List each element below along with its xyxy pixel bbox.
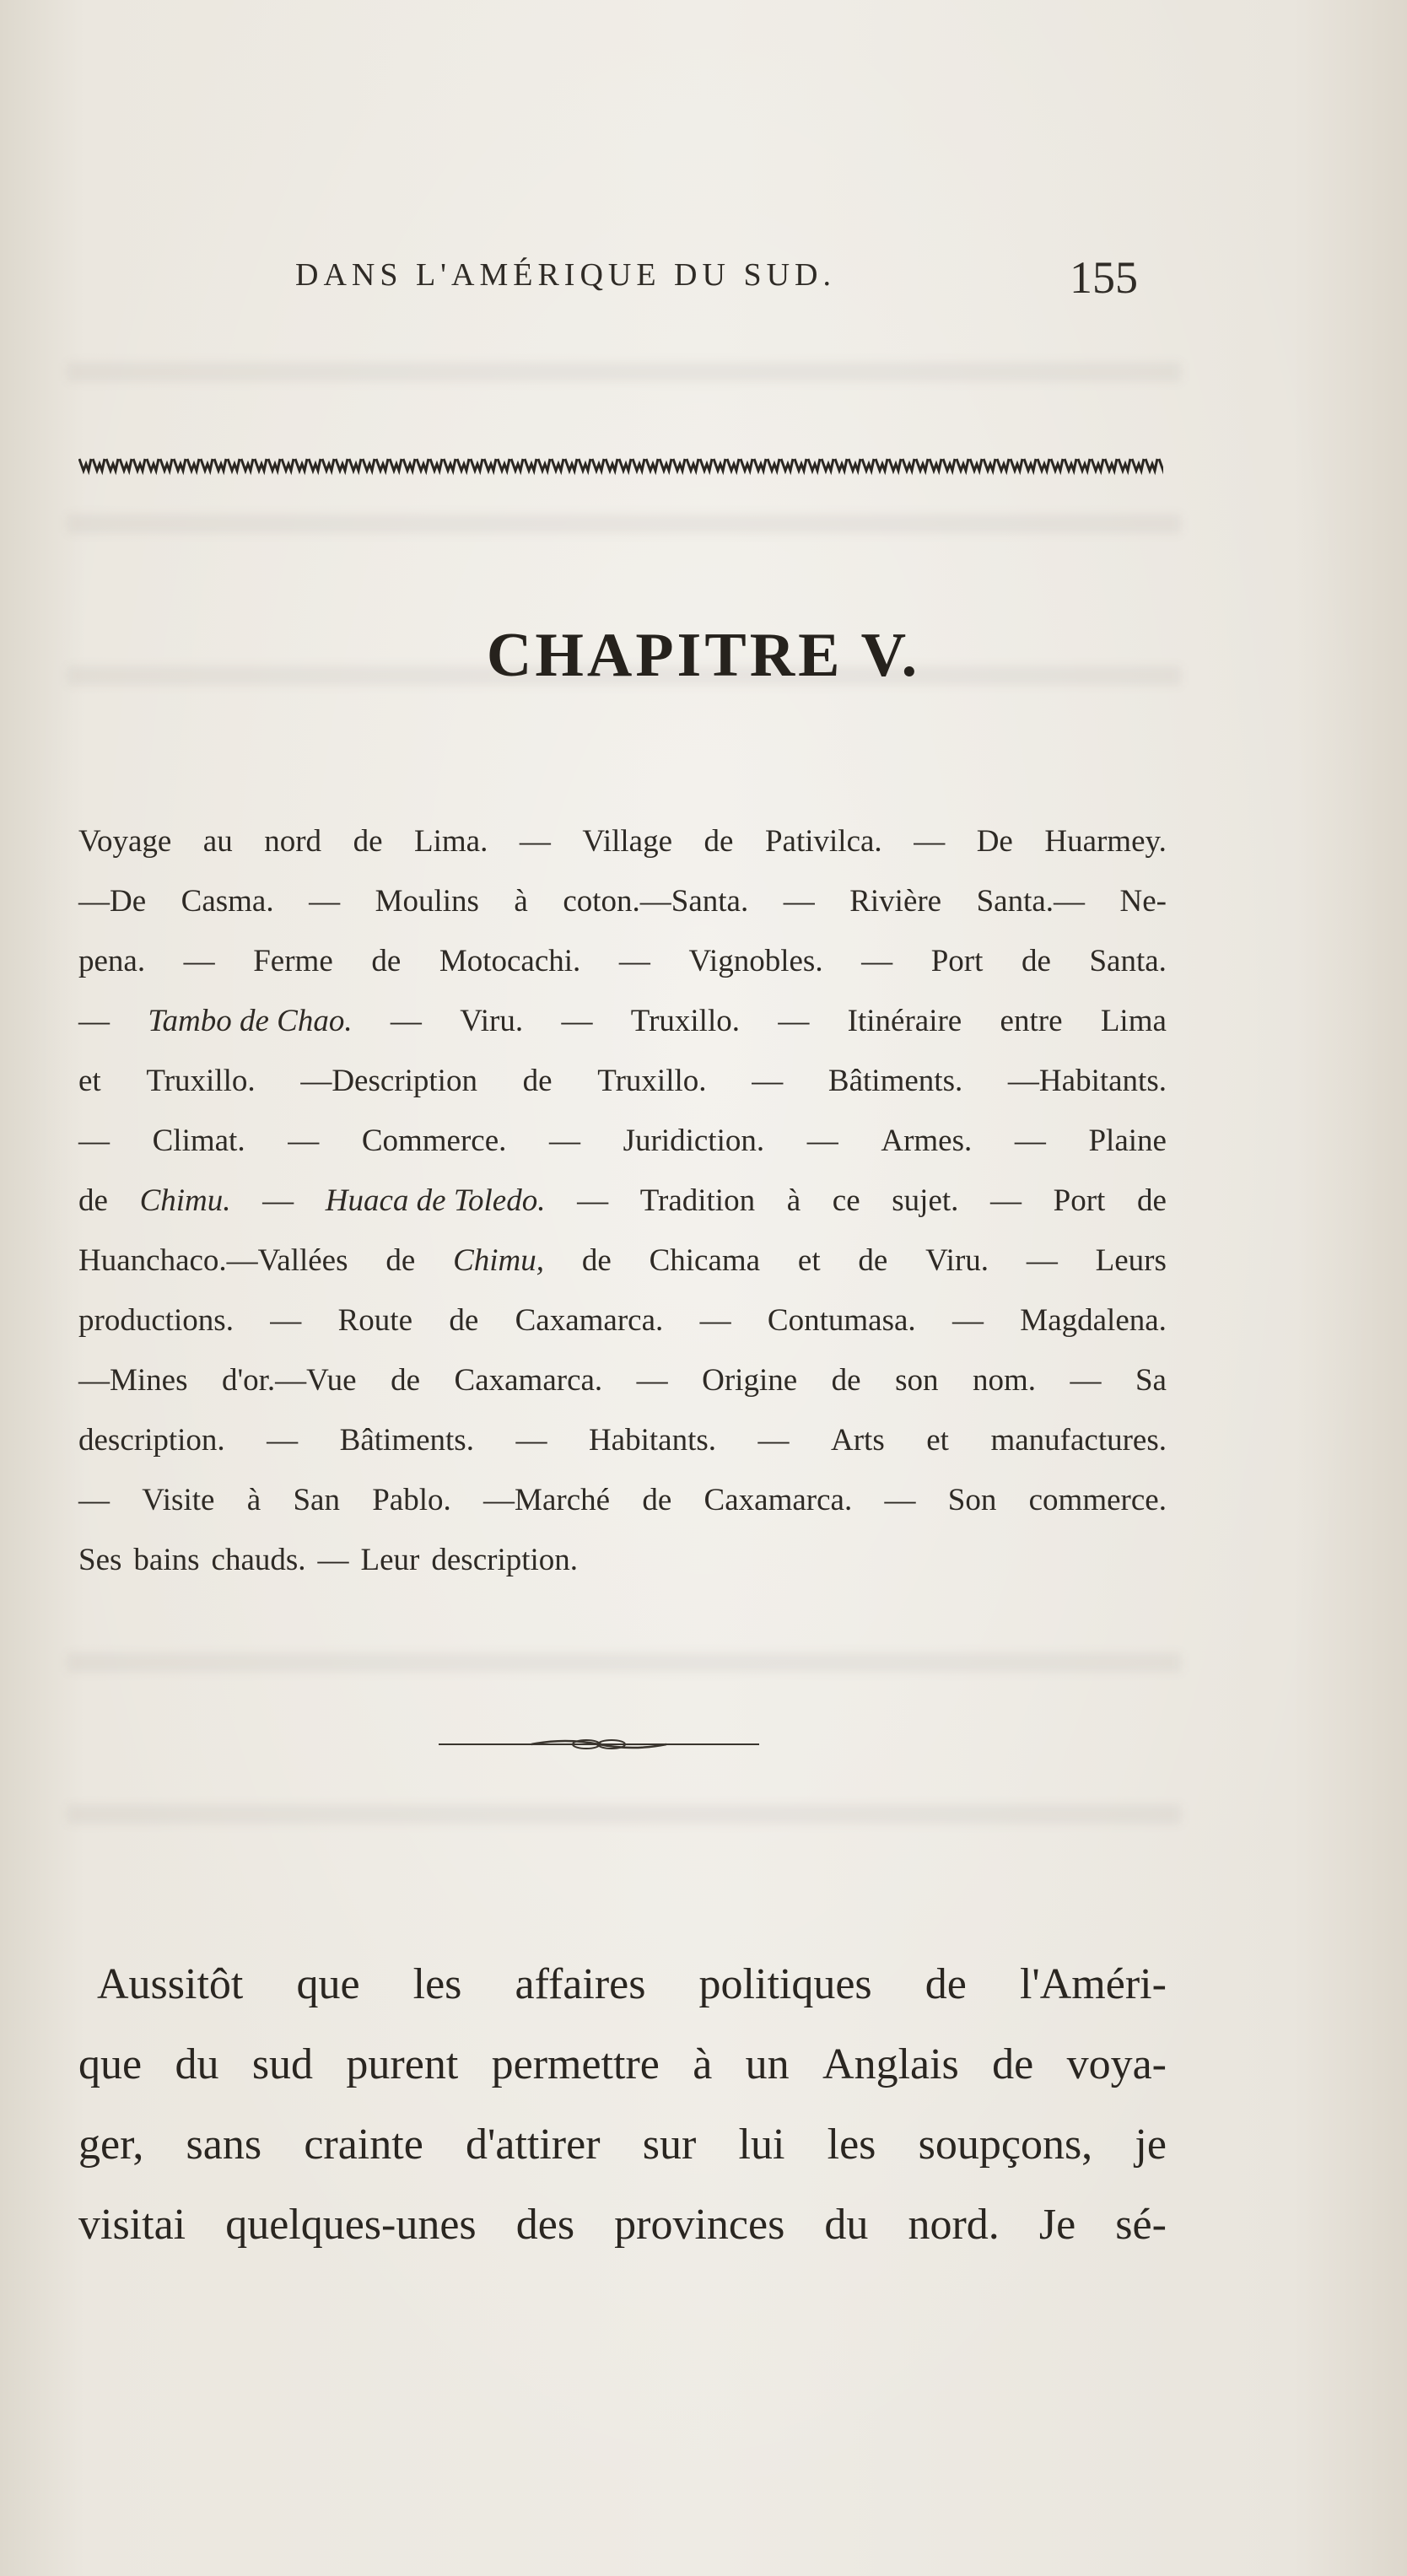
body-word: d'attirer <box>466 2121 601 2169</box>
summary-word: Casma. <box>181 884 274 919</box>
summary-word: bains <box>133 1543 200 1577</box>
summary-word: son <box>895 1363 939 1398</box>
summary-word: de <box>1021 944 1051 978</box>
summary-word: de <box>522 1064 553 1098</box>
summary-word: à <box>246 1483 261 1517</box>
summary-word: de <box>371 944 402 978</box>
body-word: Anglais <box>822 2040 959 2088</box>
summary-word: —Habitants. <box>1007 1064 1167 1098</box>
summary-word: Magdalena. <box>1020 1303 1167 1338</box>
show-through-shadow <box>67 1653 1181 1672</box>
body-word: des <box>515 2201 575 2249</box>
summary-word: Juridiction. <box>623 1124 765 1158</box>
summary-word: commerce. <box>1028 1483 1167 1517</box>
summary-word: Visite <box>142 1483 215 1517</box>
summary-word: Motocachi. <box>439 944 581 978</box>
show-through-shadow <box>67 515 1181 533</box>
body-word: voya- <box>1066 2040 1167 2088</box>
summary-word: de <box>353 824 383 859</box>
summary-line <box>78 1111 1167 1171</box>
body-word: sans <box>186 2121 262 2169</box>
summary-word: —Mines <box>78 1363 188 1398</box>
summary-word: Itinéraire <box>847 1004 962 1038</box>
body-line <box>78 2024 1167 2104</box>
summary-word: San <box>293 1483 340 1517</box>
summary-word: Huarmey. <box>1044 824 1167 859</box>
summary-word: Ses <box>78 1543 122 1577</box>
show-through-shadow <box>67 363 1181 381</box>
summary-word: — <box>270 1303 302 1338</box>
summary-word: Caxamarca. <box>515 1303 664 1338</box>
body-word: permettre <box>491 2040 660 2088</box>
summary-word: sujet. <box>892 1183 959 1218</box>
summary-word: Origine <box>702 1363 798 1398</box>
summary-word: — <box>1014 1124 1046 1158</box>
summary-word: Armes. <box>881 1124 973 1158</box>
running-title: DANS L'AMÉRIQUE DU SUD. <box>295 257 836 293</box>
body-word: quelques-unes <box>225 2201 477 2249</box>
summary-word: Huanchaco.—Vallées <box>78 1243 348 1278</box>
summary-word: Truxillo. <box>146 1064 256 1098</box>
summary-word: Truxillo. <box>630 1004 740 1038</box>
summary-word: description. <box>78 1423 225 1458</box>
summary-word: — <box>577 1183 609 1218</box>
summary-word: Caxamarca. <box>704 1483 853 1517</box>
summary-word: Plaine <box>1088 1124 1167 1158</box>
summary-word: Contumasa. <box>767 1303 916 1338</box>
summary-word: Leurs <box>1095 1243 1167 1278</box>
running-head <box>0 251 1407 302</box>
body-word: politiques <box>698 1960 872 2008</box>
body-word: lui <box>738 2121 785 2169</box>
ornament-rule <box>78 452 1163 476</box>
body-line <box>78 1944 1167 2024</box>
summary-word: de <box>831 1363 861 1398</box>
summary-line <box>78 991 1167 1051</box>
summary-word: Viru. <box>460 1004 524 1038</box>
body-word: affaires <box>515 1960 646 2008</box>
summary-word: Lima <box>1100 1004 1167 1038</box>
summary-word: — <box>752 1064 784 1098</box>
summary-word: — <box>549 1124 580 1158</box>
summary-word: et <box>797 1243 821 1278</box>
body-word: je <box>1135 2121 1167 2169</box>
summary-line <box>78 1231 1167 1291</box>
body-word: du <box>175 2040 219 2088</box>
summary-word: — <box>309 884 341 919</box>
body-word: l'Améri- <box>1019 1960 1167 2008</box>
summary-word: de <box>78 1183 108 1218</box>
summary-word: —De <box>78 884 147 919</box>
chapter-summary <box>78 811 1167 1590</box>
summary-word: — <box>561 1004 593 1038</box>
show-through-shadow <box>67 1805 1181 1824</box>
summary-word: au <box>202 824 233 859</box>
body-line <box>78 2104 1167 2185</box>
summary-line <box>78 1171 1167 1231</box>
summary-word: Pativilca. <box>764 824 882 859</box>
summary-line <box>78 1530 1167 1590</box>
summary-word: Huaca de Toledo. <box>325 1183 546 1218</box>
summary-word: — <box>317 1543 349 1577</box>
summary-word: Santa. <box>1089 944 1167 978</box>
body-word: purent <box>346 2040 459 2088</box>
summary-word: ce <box>832 1183 860 1218</box>
body-word: que <box>296 1960 360 2008</box>
summary-word: — <box>1026 1243 1058 1278</box>
summary-word: de <box>1136 1183 1167 1218</box>
summary-word: de <box>449 1303 479 1338</box>
summary-word: de <box>391 1363 421 1398</box>
summary-word: Ferme <box>253 944 333 978</box>
summary-word: Leur <box>360 1543 420 1577</box>
summary-line <box>78 811 1167 871</box>
summary-word: Ne- <box>1119 884 1167 919</box>
summary-word: chauds. <box>211 1543 306 1577</box>
summary-word: — <box>757 1423 790 1458</box>
body-word: visitai <box>78 2201 186 2249</box>
summary-word: — <box>618 944 650 978</box>
summary-word: Viru. <box>925 1243 989 1278</box>
summary-word: manufactures. <box>990 1423 1167 1458</box>
summary-word: — <box>951 1303 984 1338</box>
body-word: les <box>412 1960 462 2008</box>
summary-word: Port <box>930 944 984 978</box>
body-word: sur <box>642 2121 697 2169</box>
summary-word: — <box>990 1183 1022 1218</box>
body-word: de <box>925 1960 967 2008</box>
summary-word: — <box>783 884 815 919</box>
summary-word: — <box>806 1124 838 1158</box>
body-word: Je <box>1038 2201 1076 2249</box>
summary-word: nord <box>264 824 322 859</box>
section-divider <box>439 1736 759 1753</box>
body-word: les <box>827 2121 876 2169</box>
summary-word: de <box>385 1243 416 1278</box>
summary-word: Vignobles. <box>688 944 823 978</box>
summary-word: — <box>288 1124 320 1158</box>
summary-word: — <box>699 1303 731 1338</box>
summary-word: Truxillo. <box>597 1064 707 1098</box>
summary-line <box>78 1291 1167 1350</box>
summary-word: Climat. <box>152 1124 245 1158</box>
summary-word: — <box>267 1423 299 1458</box>
body-word: crainte <box>304 2121 423 2169</box>
body-word: un <box>745 2040 790 2088</box>
summary-line <box>78 1470 1167 1530</box>
summary-word: Bâtiments. <box>827 1064 963 1098</box>
body-word: à <box>693 2040 713 2088</box>
summary-word: — <box>390 1004 422 1038</box>
summary-line <box>78 1350 1167 1410</box>
summary-word: —Marché <box>483 1483 611 1517</box>
summary-word: — <box>515 1423 547 1458</box>
summary-word: Route <box>337 1303 412 1338</box>
summary-word: Sa <box>1135 1363 1167 1398</box>
summary-word: Habitants. <box>588 1423 717 1458</box>
summary-word: Moulins <box>375 884 479 919</box>
body-word: ger, <box>78 2121 144 2169</box>
summary-word: entre <box>1000 1004 1063 1038</box>
summary-word: — <box>914 824 946 859</box>
summary-word: — <box>78 1483 110 1517</box>
summary-word: Lima. <box>414 824 488 859</box>
body-word: provinces <box>614 2201 785 2249</box>
summary-word: Tambo de Chao. <box>148 1004 353 1038</box>
summary-word: de <box>704 824 734 859</box>
body-text <box>78 1944 1167 2265</box>
summary-word: Arts <box>831 1423 885 1458</box>
summary-word: — <box>262 1183 294 1218</box>
body-word: nord. <box>908 2201 1000 2249</box>
summary-word: Pablo. <box>372 1483 451 1517</box>
summary-word: description. <box>431 1543 579 1577</box>
summary-word: et <box>926 1423 949 1458</box>
body-line <box>78 2185 1167 2265</box>
summary-word: Rivière <box>849 884 942 919</box>
summary-word: de <box>858 1243 888 1278</box>
summary-word: Port <box>1053 1183 1106 1218</box>
summary-word: de <box>581 1243 612 1278</box>
summary-word: — <box>636 1363 668 1398</box>
summary-word: Voyage <box>78 824 172 859</box>
summary-word: Chimu. <box>139 1183 231 1218</box>
summary-line <box>78 931 1167 991</box>
summary-word: coton.—Santa. <box>563 884 749 919</box>
summary-word: Commerce. <box>361 1124 507 1158</box>
summary-line <box>78 1410 1167 1470</box>
summary-line <box>78 1051 1167 1111</box>
summary-word: — <box>183 944 215 978</box>
summary-word: — <box>519 824 551 859</box>
summary-word: — <box>78 1124 110 1158</box>
body-word: de <box>992 2040 1034 2088</box>
summary-word: Santa.— <box>976 884 1086 919</box>
body-word: que <box>78 2040 143 2088</box>
summary-word: Chicama <box>649 1243 761 1278</box>
body-word: sé- <box>1115 2201 1167 2249</box>
summary-line <box>78 871 1167 931</box>
summary-word: Bâtiments. <box>339 1423 474 1458</box>
summary-word: — <box>778 1004 810 1038</box>
body-word: Aussitôt <box>97 1960 244 2008</box>
body-word: sud <box>251 2040 314 2088</box>
summary-word: Son <box>947 1483 997 1517</box>
summary-word: d'or.—Vue <box>221 1363 357 1398</box>
summary-word: Tradition <box>639 1183 756 1218</box>
summary-word: — <box>78 1004 110 1038</box>
summary-word: de <box>642 1483 672 1517</box>
summary-word: à <box>786 1183 801 1218</box>
body-word: du <box>824 2201 869 2249</box>
summary-word: et <box>78 1064 101 1098</box>
summary-word: — <box>1070 1363 1102 1398</box>
summary-word: nom. <box>972 1363 1036 1398</box>
body-word: soupçons, <box>918 2121 1093 2169</box>
summary-word: Chimu, <box>453 1243 545 1278</box>
chapter-title: CHAPITRE V. <box>486 621 921 690</box>
summary-word: à <box>514 884 528 919</box>
summary-word: Caxamarca. <box>454 1363 603 1398</box>
summary-word: —Description <box>300 1064 477 1098</box>
summary-word: Village <box>582 824 673 859</box>
summary-word: De <box>976 824 1013 859</box>
summary-word: — <box>884 1483 916 1517</box>
summary-word: — <box>861 944 893 978</box>
summary-word: productions. <box>78 1303 234 1338</box>
summary-word: pena. <box>78 944 146 978</box>
page-number: 155 <box>1070 252 1138 303</box>
